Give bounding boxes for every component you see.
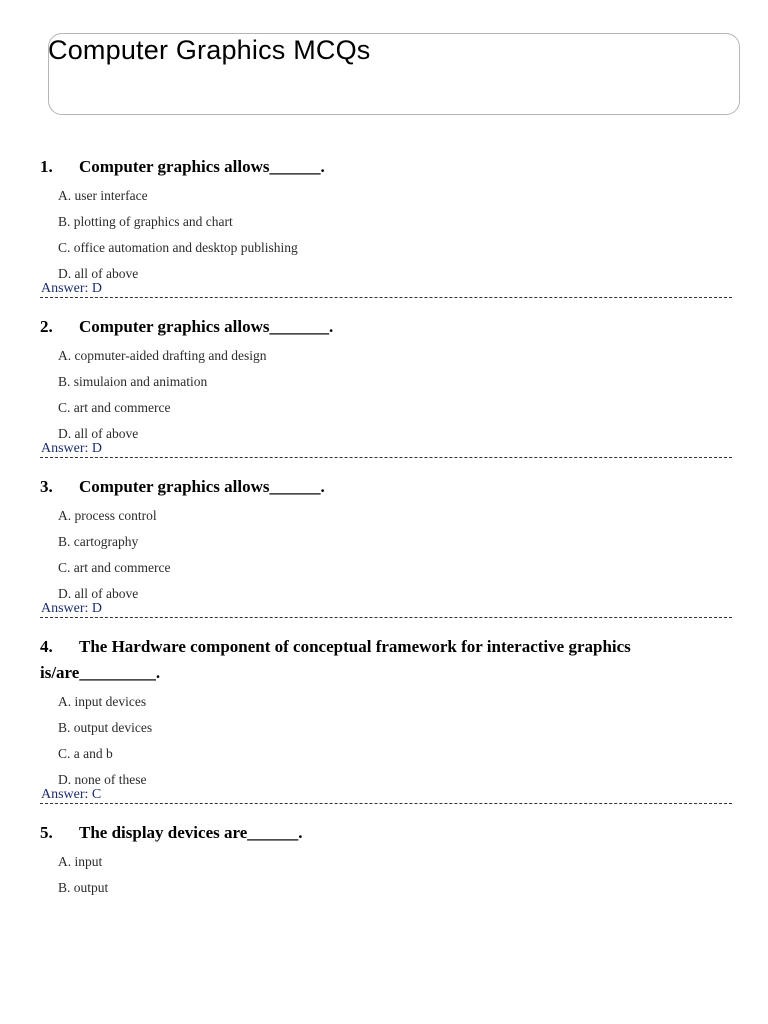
option-a: A. process control bbox=[58, 508, 157, 523]
page-title: Computer Graphics MCQs bbox=[48, 35, 371, 65]
option-a: A. input bbox=[58, 854, 103, 869]
option-c: C. a and b bbox=[58, 746, 113, 761]
option-list bbox=[0, 689, 768, 793]
dashed-divider bbox=[40, 457, 732, 458]
question-stem: The display devices are______. bbox=[79, 823, 303, 842]
dashed-divider bbox=[40, 297, 732, 298]
question-text bbox=[40, 474, 728, 500]
question-stem: Computer graphics allows______. bbox=[79, 157, 325, 176]
option-c: C. art and commerce bbox=[58, 560, 171, 575]
option-c: C. art and commerce bbox=[58, 400, 171, 415]
answer-label: Answer: D bbox=[41, 281, 103, 296]
dashed-divider bbox=[40, 617, 732, 618]
question-stem: Computer graphics allows______. bbox=[79, 477, 325, 496]
option-b: B. output bbox=[58, 880, 109, 895]
option-list bbox=[0, 503, 768, 607]
answer-label: Answer: D bbox=[41, 441, 103, 456]
option-d: D. all of above bbox=[58, 586, 139, 601]
dashed-divider bbox=[40, 803, 732, 804]
option-a: A. input devices bbox=[58, 694, 147, 709]
option-d: D. all of above bbox=[58, 426, 139, 441]
option-d: D. all of above bbox=[58, 266, 139, 281]
option-a: A. user interface bbox=[58, 188, 148, 203]
question-1 bbox=[0, 154, 768, 314]
question-number: 4. bbox=[40, 637, 53, 656]
question-number: 5. bbox=[40, 823, 53, 842]
question-text bbox=[40, 820, 728, 846]
question-list bbox=[0, 154, 768, 917]
option-b: B. plotting of graphics and chart bbox=[58, 214, 233, 229]
question-number: 1. bbox=[40, 157, 53, 176]
option-c: C. office automation and desktop publishing bbox=[58, 240, 298, 255]
question-text bbox=[40, 314, 728, 340]
option-d: D. none of these bbox=[58, 772, 147, 787]
question-stem: Computer graphics allows_______. bbox=[79, 317, 334, 336]
option-b: B. simulaion and animation bbox=[58, 374, 208, 389]
option-list bbox=[0, 183, 768, 287]
option-list bbox=[0, 343, 768, 447]
question-4 bbox=[0, 634, 768, 820]
option-b: B. cartography bbox=[58, 534, 139, 549]
option-list bbox=[0, 849, 768, 901]
question-number: 2. bbox=[40, 317, 53, 336]
question-5 bbox=[0, 820, 768, 917]
question-2 bbox=[0, 314, 768, 474]
option-b: B. output devices bbox=[58, 720, 153, 735]
answer-label: Answer: D bbox=[41, 601, 103, 616]
question-3 bbox=[0, 474, 768, 634]
answer-label: Answer: C bbox=[41, 787, 102, 802]
question-stem: The Hardware component of conceptual framework for interactive graphics is/are_________. bbox=[40, 637, 631, 682]
option-a: A. copmuter-aided drafting and design bbox=[58, 348, 267, 363]
question-text bbox=[40, 634, 728, 686]
question-text bbox=[40, 154, 728, 180]
question-number: 3. bbox=[40, 477, 53, 496]
